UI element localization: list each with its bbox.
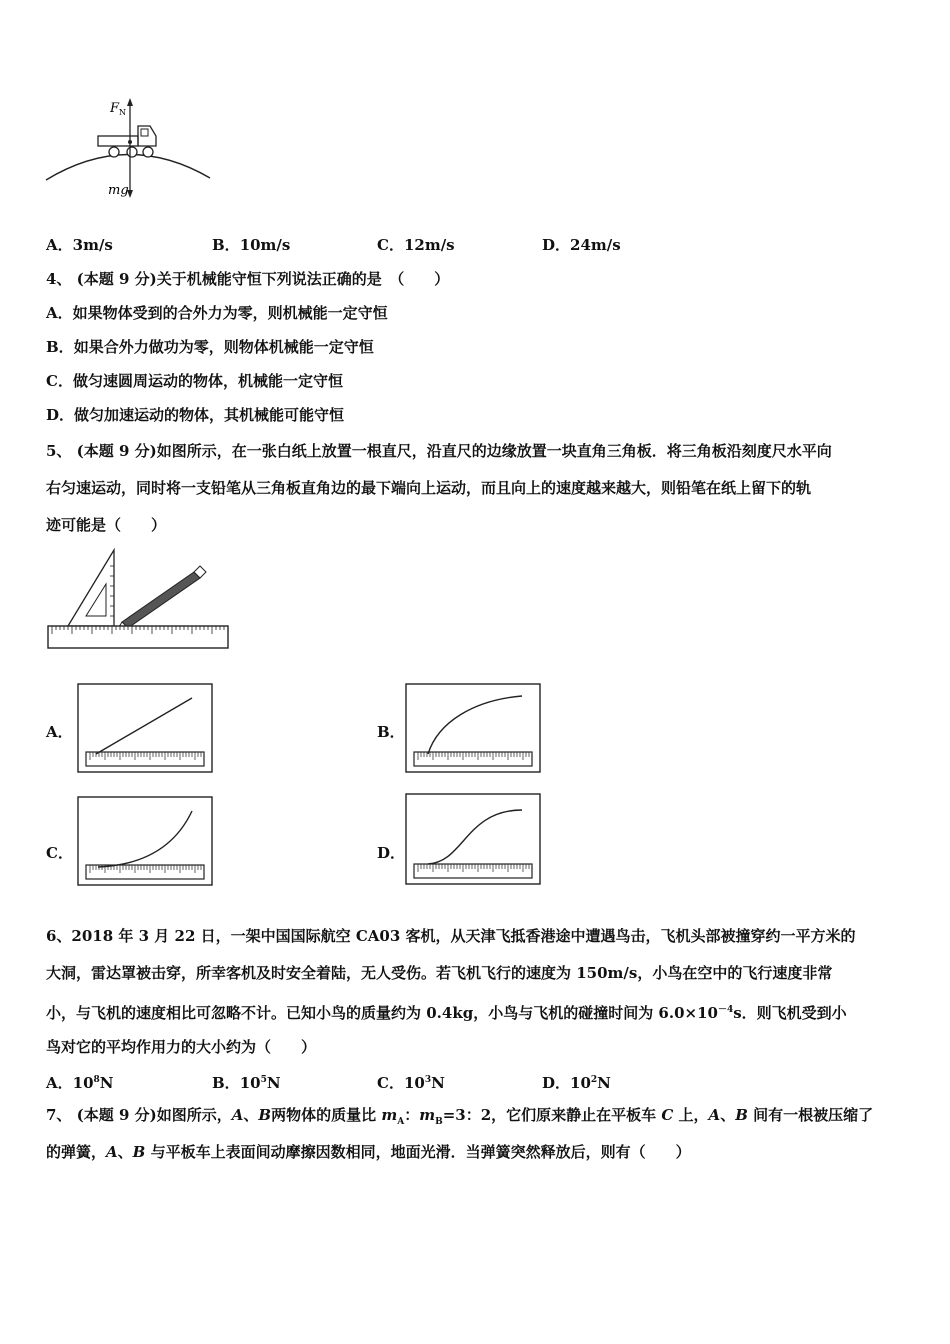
q6-stem-line-4: 鸟对它的平均作用力的大小约为（ ） <box>46 1038 317 1056</box>
q7-stem-line-2: 的弹簧，A、B 与平板车上表面间动摩擦因数相同，地面光滑．当弹簧突然释放后，则有（ ） <box>46 1143 691 1161</box>
fn-label: F <box>110 101 120 116</box>
truck-on-hill-figure <box>40 92 220 204</box>
q5-option-a-figure <box>76 682 214 776</box>
q6-stem-line-3: 小，与飞机的速度相比可忽略不计。已知小鸟的质量约为 0.4kg，小鸟与飞机的碰撞时间为 $6.0\times 10^{-4}s$．则飞机受到小 <box>46 1004 847 1022</box>
q3-option-a: A．3m/s <box>46 236 113 254</box>
q5-option-b-figure <box>404 682 542 776</box>
ruler <box>48 626 228 648</box>
q4-option-c: C．做匀速圆周运动的物体，机械能一定守恒 <box>46 372 343 390</box>
q3-option-c: C．12m/s <box>377 236 455 254</box>
q5-option-d-label: D． <box>377 844 406 862</box>
pencil <box>116 566 206 632</box>
q6-option-a: A．$10^8N$ <box>46 1074 114 1092</box>
q4-option-a: A．如果物体受到的合外力为零，则机械能一定守恒 <box>46 304 388 322</box>
q5-stem-line-1: 5、 (本题 9 分)如图所示，在一张白纸上放置一根直尺，沿直尺的边缘放置一块直角三角板．将三角板沿刻度尺水平向 <box>46 442 832 460</box>
q5-option-c-label: C． <box>46 844 73 862</box>
q5-stem-line-2: 右匀速运动，同时将一支铅笔从三角板直角边的最下端向上运动，而且向上的速度越来越大，则铅笔在纸上留下的轨 <box>46 479 812 497</box>
truck-wheel <box>127 147 137 157</box>
q6-stem-line-2: 大洞，雷达罩被击穿，所幸客机及时安全着陆，无人受伤。若飞机飞行的速度为 150m/s，小鸟在空中的飞行速度非常 <box>46 964 833 982</box>
q6-option-d: D．$10^2N$ <box>542 1074 611 1092</box>
q6-option-b: B．$10^5N$ <box>212 1074 281 1092</box>
q5-stem-line-3: 迹可能是（ ） <box>46 516 167 534</box>
q5-option-d-figure <box>404 792 542 888</box>
hill-curve <box>46 154 210 180</box>
q4-stem: 4、 (本题 9 分)关于机械能守恒下列说法正确的是 （ ） <box>46 270 450 288</box>
q4-option-b: B．如果合外力做功为零，则物体机械能一定守恒 <box>46 338 374 356</box>
q4-option-d: D．做匀加速运动的物体，其机械能可能守恒 <box>46 406 345 424</box>
q6-option-c: C．$10^3N$ <box>377 1074 445 1092</box>
q6-stem-line-1: 6、2018 年 3 月 22 日，一架中国国际航空 CA03 客机，从天津飞抵香港途中遭遇鸟击，飞机头部被撞穿约一平方米的 <box>46 927 856 945</box>
truck-wheel <box>109 147 119 157</box>
mg-label: mg <box>108 183 129 198</box>
q3-option-b: B．10m/s <box>212 236 291 254</box>
q5-option-a-label: A． <box>46 723 73 741</box>
triangle-board <box>68 550 114 626</box>
triangle-ruler-pencil-figure <box>46 546 232 652</box>
q5-option-c-figure <box>76 795 214 889</box>
truck-wheel <box>143 147 153 157</box>
truck-bed <box>98 136 138 146</box>
q5-option-b-label: B． <box>377 723 405 741</box>
q3-option-d: D．24m/s <box>542 236 621 254</box>
q7-stem-line-1: 7、 (本题 9 分)如图所示，A、B两物体的质量比 $m_A$：$m_B=3$：2，它们原来静止在平板车 C 上，A、B 间有一根被压缩了 <box>46 1106 874 1127</box>
fn-sub: N <box>119 108 126 117</box>
